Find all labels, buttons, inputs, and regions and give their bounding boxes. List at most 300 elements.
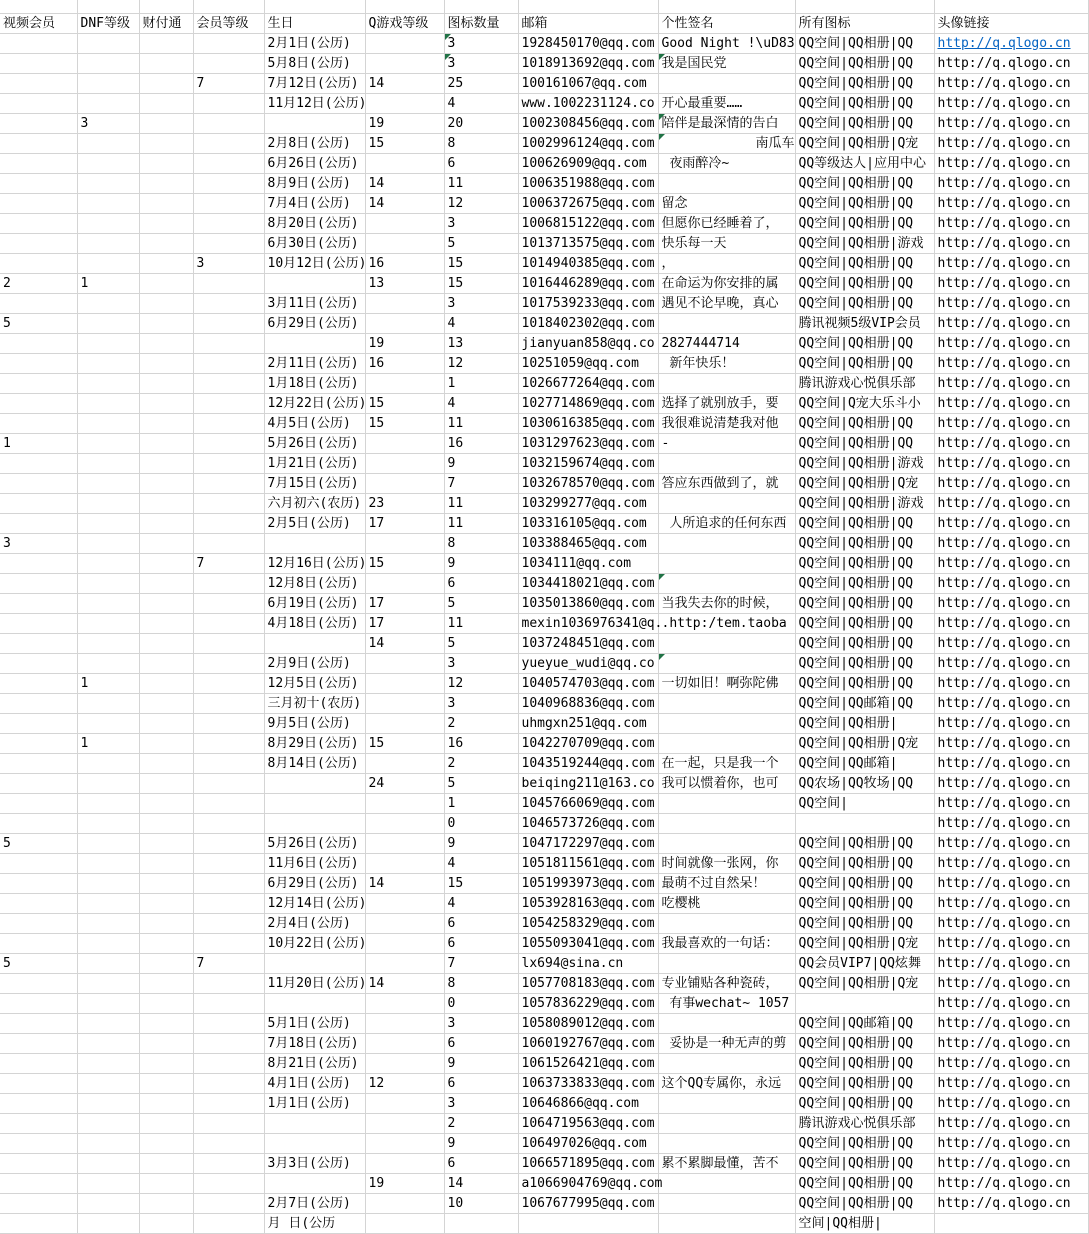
cell-signature[interactable]: 陪伴是最深情的告白 bbox=[658, 113, 795, 133]
cell-birthday[interactable]: 9月5日(公历) bbox=[264, 713, 365, 733]
cell-all_icons[interactable]: QQ空间|QQ相册|Q宠 bbox=[795, 473, 934, 493]
cell-vip_level[interactable]: 3 bbox=[193, 253, 264, 273]
cell-birthday[interactable] bbox=[264, 773, 365, 793]
cell-email[interactable]: www.1002231124.co bbox=[518, 93, 658, 113]
cell-dnf_level[interactable] bbox=[77, 333, 139, 353]
header-vip_level[interactable]: 会员等级 bbox=[193, 13, 264, 33]
cell-video_vip[interactable] bbox=[0, 933, 77, 953]
cell-email[interactable]: 1002996124@qq.com bbox=[518, 133, 658, 153]
cell-vip_level[interactable] bbox=[193, 333, 264, 353]
cell-signature[interactable]: ， bbox=[658, 253, 795, 273]
cell-video_vip[interactable]: 1 bbox=[0, 433, 77, 453]
cell-birthday[interactable]: 6月30日(公历) bbox=[264, 233, 365, 253]
cell-avatar_link[interactable]: http://q.qlogo.cn bbox=[934, 113, 1088, 133]
header-dnf_level[interactable]: DNF等级 bbox=[77, 13, 139, 33]
cell-tenpay[interactable] bbox=[139, 1073, 193, 1093]
cell-vip_level[interactable] bbox=[193, 273, 264, 293]
cell-icon_count[interactable]: 13 bbox=[444, 333, 518, 353]
cell-email[interactable]: 1061526421@qq.com bbox=[518, 1053, 658, 1073]
cell-video_vip[interactable] bbox=[0, 793, 77, 813]
cell-vip_level[interactable] bbox=[193, 233, 264, 253]
cell-birthday[interactable]: 11月12日(公历) bbox=[264, 93, 365, 113]
cell-email[interactable]: 106497026@qq.com bbox=[518, 1133, 658, 1153]
cell-avatar_link[interactable]: http://q.qlogo.cn bbox=[934, 553, 1088, 573]
cell-birthday[interactable] bbox=[264, 993, 365, 1013]
cell-birthday[interactable]: 4月5日(公历) bbox=[264, 413, 365, 433]
cell-email[interactable]: 1042270709@qq.com bbox=[518, 733, 658, 753]
cell-tenpay[interactable] bbox=[139, 1173, 193, 1193]
cell-video_vip[interactable] bbox=[0, 873, 77, 893]
cell-avatar_link[interactable]: http://q.qlogo.cn bbox=[934, 1033, 1088, 1053]
cell-icon_count[interactable]: 6 bbox=[444, 913, 518, 933]
cell-qgame_level[interactable]: 17 bbox=[365, 513, 444, 533]
cell-video_vip[interactable] bbox=[0, 353, 77, 373]
cell-qgame_level[interactable] bbox=[365, 933, 444, 953]
cell-dnf_level[interactable] bbox=[77, 213, 139, 233]
cell-tenpay[interactable] bbox=[139, 273, 193, 293]
cell-qgame_level[interactable]: 19 bbox=[365, 113, 444, 133]
cell-video_vip[interactable] bbox=[0, 1033, 77, 1053]
cell-all_icons[interactable]: QQ空间|QQ相册|QQ bbox=[795, 593, 934, 613]
cell-email[interactable]: 1017539233@qq.com bbox=[518, 293, 658, 313]
cell-vip_level[interactable] bbox=[193, 933, 264, 953]
cell-email[interactable]: 1034111@qq.com bbox=[518, 553, 658, 573]
cell-video_vip[interactable] bbox=[0, 733, 77, 753]
cell-dnf_level[interactable] bbox=[77, 713, 139, 733]
cell-signature[interactable]: 人所追求的任何东西 bbox=[658, 513, 795, 533]
cell-all_icons[interactable]: QQ空间|QQ相册|QQ bbox=[795, 353, 934, 373]
cell-all_icons[interactable]: QQ空间|QQ邮箱| bbox=[795, 753, 934, 773]
cell-avatar_link[interactable]: http://q.qlogo.cn bbox=[934, 393, 1088, 413]
cell-tenpay[interactable] bbox=[139, 813, 193, 833]
cell-avatar_link[interactable]: http://q.qlogo.cn bbox=[934, 673, 1088, 693]
cell-all_icons[interactable]: QQ空间|QQ相册|QQ bbox=[795, 553, 934, 573]
cell-signature[interactable]: 我最喜欢的一句话： bbox=[658, 933, 795, 953]
cell-all_icons[interactable]: QQ空间|QQ相册|QQ bbox=[795, 1133, 934, 1153]
cell-tenpay[interactable] bbox=[139, 1113, 193, 1133]
cell-icon_count[interactable]: 0 bbox=[444, 993, 518, 1013]
cell-dnf_level[interactable]: 1 bbox=[77, 733, 139, 753]
cell-email[interactable]: 1030616385@qq.com bbox=[518, 413, 658, 433]
cell-avatar_link[interactable]: http://q.qlogo.cn bbox=[934, 713, 1088, 733]
cell-birthday[interactable]: 7月12日(公历) bbox=[264, 73, 365, 93]
cell-qgame_level[interactable]: 15 bbox=[365, 413, 444, 433]
cell-dnf_level[interactable] bbox=[77, 513, 139, 533]
cell-avatar_link[interactable]: http://q.qlogo.cn bbox=[934, 1193, 1088, 1213]
cell-qgame_level[interactable] bbox=[365, 1153, 444, 1173]
cell-dnf_level[interactable] bbox=[77, 593, 139, 613]
cell-video_vip[interactable] bbox=[0, 113, 77, 133]
cell-qgame_level[interactable] bbox=[365, 1213, 444, 1233]
cell-tenpay[interactable] bbox=[139, 193, 193, 213]
cell-dnf_level[interactable] bbox=[77, 653, 139, 673]
cell-signature[interactable] bbox=[658, 0, 795, 13]
cell-icon_count[interactable]: 9 bbox=[444, 1053, 518, 1073]
cell-email[interactable]: 1002308456@qq.com bbox=[518, 113, 658, 133]
cell-email[interactable]: 1014940385@qq.com bbox=[518, 253, 658, 273]
cell-birthday[interactable]: 2月1日(公历) bbox=[264, 33, 365, 53]
cell-dnf_level[interactable] bbox=[77, 413, 139, 433]
cell-dnf_level[interactable] bbox=[77, 1213, 139, 1233]
cell-icon_count[interactable]: 2 bbox=[444, 1113, 518, 1133]
cell-qgame_level[interactable]: 14 bbox=[365, 873, 444, 893]
cell-email[interactable]: 1058089012@qq.com bbox=[518, 1013, 658, 1033]
cell-vip_level[interactable] bbox=[193, 973, 264, 993]
cell-dnf_level[interactable] bbox=[77, 1113, 139, 1133]
cell-email[interactable]: 1051993973@qq.com bbox=[518, 873, 658, 893]
cell-dnf_level[interactable] bbox=[77, 1153, 139, 1173]
cell-vip_level[interactable] bbox=[193, 833, 264, 853]
cell-qgame_level[interactable] bbox=[365, 653, 444, 673]
cell-birthday[interactable]: 12月22日(公历) bbox=[264, 393, 365, 413]
cell-video_vip[interactable] bbox=[0, 1113, 77, 1133]
cell-all_icons[interactable]: QQ空间|QQ相册|QQ bbox=[795, 573, 934, 593]
cell-icon_count[interactable]: 3 bbox=[444, 293, 518, 313]
cell-avatar_link[interactable]: http://q.qlogo.cn bbox=[934, 993, 1088, 1013]
cell-email[interactable]: 1928450170@qq.com bbox=[518, 33, 658, 53]
cell-dnf_level[interactable] bbox=[77, 233, 139, 253]
cell-all_icons[interactable]: QQ空间|QQ相册|QQ bbox=[795, 293, 934, 313]
cell-avatar_link[interactable]: http://q.qlogo.cn bbox=[934, 853, 1088, 873]
cell-all_icons[interactable]: QQ空间|QQ相册|QQ bbox=[795, 513, 934, 533]
cell-qgame_level[interactable] bbox=[365, 893, 444, 913]
cell-signature[interactable]: 有事wechat~ 1057 bbox=[658, 993, 795, 1013]
cell-video_vip[interactable] bbox=[0, 1193, 77, 1213]
cell-avatar_link[interactable]: http://q.qlogo.cn bbox=[934, 893, 1088, 913]
cell-email[interactable]: 1013713575@qq.com bbox=[518, 233, 658, 253]
cell-email[interactable]: 1051811561@qq.com bbox=[518, 853, 658, 873]
cell-icon_count[interactable]: 12 bbox=[444, 193, 518, 213]
cell-dnf_level[interactable] bbox=[77, 913, 139, 933]
cell-all_icons[interactable]: QQ空间|QQ相册|QQ bbox=[795, 53, 934, 73]
cell-all_icons[interactable]: QQ空间|Q宠大乐斗小 bbox=[795, 393, 934, 413]
cell-vip_level[interactable] bbox=[193, 373, 264, 393]
header-tenpay[interactable]: 财付通 bbox=[139, 13, 193, 33]
cell-dnf_level[interactable] bbox=[77, 813, 139, 833]
cell-email[interactable]: 1032159674@qq.com bbox=[518, 453, 658, 473]
cell-all_icons[interactable]: QQ会员VIP7|QQ炫舞 bbox=[795, 953, 934, 973]
cell-all_icons[interactable]: QQ空间|QQ相册|QQ bbox=[795, 1093, 934, 1113]
cell-birthday[interactable]: 4月18日(公历) bbox=[264, 613, 365, 633]
cell-qgame_level[interactable] bbox=[365, 1113, 444, 1133]
header-qgame_level[interactable]: Q游戏等级 bbox=[365, 13, 444, 33]
cell-video_vip[interactable] bbox=[0, 493, 77, 513]
cell-dnf_level[interactable] bbox=[77, 693, 139, 713]
cell-dnf_level[interactable] bbox=[77, 1053, 139, 1073]
cell-signature[interactable] bbox=[658, 713, 795, 733]
cell-dnf_level[interactable] bbox=[77, 753, 139, 773]
cell-avatar_link[interactable]: http://q.qlogo.cn bbox=[934, 613, 1088, 633]
cell-dnf_level[interactable] bbox=[77, 893, 139, 913]
cell-icon_count[interactable]: 6 bbox=[444, 933, 518, 953]
cell-icon_count[interactable]: 5 bbox=[444, 233, 518, 253]
cell-qgame_level[interactable] bbox=[365, 0, 444, 13]
cell-video_vip[interactable] bbox=[0, 553, 77, 573]
cell-avatar_link[interactable]: http://q.qlogo.cn bbox=[934, 473, 1088, 493]
cell-tenpay[interactable] bbox=[139, 953, 193, 973]
cell-icon_count[interactable]: 8 bbox=[444, 973, 518, 993]
cell-all_icons[interactable]: QQ空间|QQ相册|Q宠 bbox=[795, 973, 934, 993]
cell-dnf_level[interactable] bbox=[77, 793, 139, 813]
cell-tenpay[interactable] bbox=[139, 1213, 193, 1233]
cell-all_icons[interactable]: QQ空间|QQ相册|QQ bbox=[795, 893, 934, 913]
cell-dnf_level[interactable] bbox=[77, 573, 139, 593]
cell-email[interactable] bbox=[518, 1213, 658, 1233]
cell-tenpay[interactable] bbox=[139, 893, 193, 913]
cell-birthday[interactable]: 2月8日(公历) bbox=[264, 133, 365, 153]
header-birthday[interactable]: 生日 bbox=[264, 13, 365, 33]
cell-icon_count[interactable]: 3 bbox=[444, 213, 518, 233]
cell-signature[interactable] bbox=[658, 953, 795, 973]
cell-icon_count[interactable]: 9 bbox=[444, 833, 518, 853]
cell-dnf_level[interactable] bbox=[77, 873, 139, 893]
cell-birthday[interactable]: 三月初十(农历) bbox=[264, 693, 365, 713]
cell-signature[interactable] bbox=[658, 553, 795, 573]
cell-birthday[interactable]: 11月20日(公历) bbox=[264, 973, 365, 993]
cell-email[interactable]: 1066571895@qq.com bbox=[518, 1153, 658, 1173]
cell-all_icons[interactable]: QQ空间|QQ相册|QQ bbox=[795, 653, 934, 673]
cell-qgame_level[interactable]: 17 bbox=[365, 613, 444, 633]
cell-signature[interactable] bbox=[658, 793, 795, 813]
cell-all_icons[interactable]: QQ空间|QQ相册|QQ bbox=[795, 1173, 934, 1193]
cell-dnf_level[interactable] bbox=[77, 0, 139, 13]
cell-email[interactable]: 1053928163@qq.com bbox=[518, 893, 658, 913]
cell-icon_count[interactable]: 12 bbox=[444, 673, 518, 693]
cell-signature[interactable] bbox=[658, 1113, 795, 1133]
cell-signature[interactable]: 答应东西做到了，就 bbox=[658, 473, 795, 493]
cell-vip_level[interactable] bbox=[193, 533, 264, 553]
cell-video_vip[interactable] bbox=[0, 153, 77, 173]
cell-all_icons[interactable]: QQ空间|QQ相册|QQ bbox=[795, 193, 934, 213]
cell-email[interactable]: 1034418021@qq.com bbox=[518, 573, 658, 593]
cell-avatar_link[interactable]: http://q.qlogo.cn bbox=[934, 493, 1088, 513]
cell-qgame_level[interactable]: 14 bbox=[365, 193, 444, 213]
cell-signature[interactable] bbox=[658, 1053, 795, 1073]
cell-birthday[interactable]: 1月1日(公历) bbox=[264, 1093, 365, 1113]
cell-icon_count[interactable]: 11 bbox=[444, 613, 518, 633]
cell-signature[interactable]: 但愿你已经睡着了， bbox=[658, 213, 795, 233]
cell-tenpay[interactable] bbox=[139, 633, 193, 653]
cell-signature[interactable] bbox=[658, 1133, 795, 1153]
cell-vip_level[interactable] bbox=[193, 53, 264, 73]
cell-avatar_link[interactable]: http://q.qlogo.cn bbox=[934, 633, 1088, 653]
cell-vip_level[interactable] bbox=[193, 473, 264, 493]
cell-tenpay[interactable] bbox=[139, 153, 193, 173]
cell-video_vip[interactable] bbox=[0, 673, 77, 693]
cell-birthday[interactable]: 7月18日(公历) bbox=[264, 1033, 365, 1053]
cell-email[interactable]: 1006815122@qq.com bbox=[518, 213, 658, 233]
cell-all_icons[interactable]: QQ空间|QQ相册|Q宠 bbox=[795, 733, 934, 753]
cell-tenpay[interactable] bbox=[139, 613, 193, 633]
cell-icon_count[interactable]: 9 bbox=[444, 453, 518, 473]
cell-dnf_level[interactable] bbox=[77, 1093, 139, 1113]
cell-vip_level[interactable] bbox=[193, 913, 264, 933]
cell-qgame_level[interactable]: 14 bbox=[365, 73, 444, 93]
cell-all_icons[interactable]: QQ空间|QQ相册|QQ bbox=[795, 833, 934, 853]
cell-dnf_level[interactable] bbox=[77, 1013, 139, 1033]
cell-qgame_level[interactable]: 13 bbox=[365, 273, 444, 293]
cell-video_vip[interactable] bbox=[0, 453, 77, 473]
cell-signature[interactable] bbox=[658, 733, 795, 753]
cell-avatar_link[interactable]: http://q.qlogo.cn bbox=[934, 593, 1088, 613]
cell-qgame_level[interactable]: 16 bbox=[365, 253, 444, 273]
cell-vip_level[interactable] bbox=[193, 1173, 264, 1193]
cell-birthday[interactable]: 2月9日(公历) bbox=[264, 653, 365, 673]
cell-dnf_level[interactable] bbox=[77, 313, 139, 333]
cell-qgame_level[interactable]: 19 bbox=[365, 1173, 444, 1193]
cell-tenpay[interactable] bbox=[139, 673, 193, 693]
cell-tenpay[interactable] bbox=[139, 73, 193, 93]
cell-video_vip[interactable] bbox=[0, 973, 77, 993]
cell-all_icons[interactable]: QQ空间|QQ相册|QQ bbox=[795, 913, 934, 933]
cell-tenpay[interactable] bbox=[139, 93, 193, 113]
cell-dnf_level[interactable] bbox=[77, 553, 139, 573]
cell-signature[interactable] bbox=[658, 833, 795, 853]
cell-all_icons[interactable]: QQ空间|QQ相册|QQ bbox=[795, 1033, 934, 1053]
cell-avatar_link[interactable] bbox=[934, 33, 1088, 53]
cell-email[interactable]: a1066904769@qq.com bbox=[518, 1173, 658, 1193]
cell-vip_level[interactable] bbox=[193, 1093, 264, 1113]
cell-video_vip[interactable] bbox=[0, 1153, 77, 1173]
cell-vip_level[interactable] bbox=[193, 353, 264, 373]
cell-avatar_link[interactable]: http://q.qlogo.cn bbox=[934, 833, 1088, 853]
cell-email[interactable]: 1031297623@qq.com bbox=[518, 433, 658, 453]
cell-dnf_level[interactable]: 3 bbox=[77, 113, 139, 133]
cell-qgame_level[interactable] bbox=[365, 1093, 444, 1113]
cell-tenpay[interactable] bbox=[139, 753, 193, 773]
cell-all_icons[interactable]: QQ空间|QQ相册|QQ bbox=[795, 1073, 934, 1093]
cell-qgame_level[interactable]: 15 bbox=[365, 733, 444, 753]
cell-all_icons[interactable]: QQ空间|QQ相册|游戏 bbox=[795, 233, 934, 253]
cell-avatar_link[interactable]: http://q.qlogo.cn bbox=[934, 1053, 1088, 1073]
cell-icon_count[interactable]: 9 bbox=[444, 1133, 518, 1153]
cell-icon_count[interactable]: 8 bbox=[444, 533, 518, 553]
cell-email[interactable]: 1063733833@qq.com bbox=[518, 1073, 658, 1093]
header-email[interactable]: 邮箱 bbox=[518, 13, 658, 33]
cell-signature[interactable] bbox=[658, 633, 795, 653]
cell-video_vip[interactable] bbox=[0, 293, 77, 313]
cell-tenpay[interactable] bbox=[139, 293, 193, 313]
cell-vip_level[interactable] bbox=[193, 393, 264, 413]
cell-birthday[interactable]: 12月8日(公历) bbox=[264, 573, 365, 593]
cell-dnf_level[interactable] bbox=[77, 1033, 139, 1053]
cell-dnf_level[interactable] bbox=[77, 53, 139, 73]
cell-dnf_level[interactable] bbox=[77, 73, 139, 93]
cell-signature[interactable]: 在命运为你安排的属 bbox=[658, 273, 795, 293]
cell-video_vip[interactable] bbox=[0, 253, 77, 273]
cell-all_icons[interactable]: QQ空间|QQ相册|QQ bbox=[795, 1153, 934, 1173]
cell-vip_level[interactable] bbox=[193, 653, 264, 673]
cell-icon_count[interactable]: 6 bbox=[444, 1033, 518, 1053]
cell-signature[interactable]: 一切如旧！啊弥陀佛 bbox=[658, 673, 795, 693]
cell-icon_count[interactable]: 4 bbox=[444, 93, 518, 113]
cell-tenpay[interactable] bbox=[139, 1153, 193, 1173]
cell-qgame_level[interactable]: 15 bbox=[365, 553, 444, 573]
cell-video_vip[interactable] bbox=[0, 813, 77, 833]
cell-tenpay[interactable] bbox=[139, 653, 193, 673]
cell-tenpay[interactable] bbox=[139, 693, 193, 713]
cell-vip_level[interactable] bbox=[193, 893, 264, 913]
cell-birthday[interactable] bbox=[264, 1113, 365, 1133]
cell-vip_level[interactable] bbox=[193, 513, 264, 533]
cell-icon_count[interactable]: 10 bbox=[444, 1193, 518, 1213]
cell-icon_count[interactable]: 16 bbox=[444, 433, 518, 453]
cell-icon_count[interactable]: 14 bbox=[444, 1173, 518, 1193]
cell-icon_count[interactable]: 11 bbox=[444, 493, 518, 513]
cell-vip_level[interactable] bbox=[193, 1053, 264, 1073]
cell-birthday[interactable]: 8月21日(公历) bbox=[264, 1053, 365, 1073]
cell-tenpay[interactable] bbox=[139, 353, 193, 373]
cell-birthday[interactable] bbox=[264, 533, 365, 553]
cell-birthday[interactable]: 1月18日(公历) bbox=[264, 373, 365, 393]
cell-all_icons[interactable]: QQ空间|QQ相册|Q宠 bbox=[795, 933, 934, 953]
cell-icon_count[interactable]: 15 bbox=[444, 273, 518, 293]
cell-signature[interactable]: 留念 bbox=[658, 193, 795, 213]
cell-avatar_link[interactable]: http://q.qlogo.cn bbox=[934, 533, 1088, 553]
cell-qgame_level[interactable] bbox=[365, 233, 444, 253]
cell-all_icons[interactable]: QQ空间|QQ相册|QQ bbox=[795, 113, 934, 133]
cell-video_vip[interactable] bbox=[0, 1053, 77, 1073]
cell-dnf_level[interactable] bbox=[77, 133, 139, 153]
cell-birthday[interactable]: 2月7日(公历) bbox=[264, 1193, 365, 1213]
cell-dnf_level[interactable] bbox=[77, 373, 139, 393]
cell-birthday[interactable]: 5月26日(公历) bbox=[264, 833, 365, 853]
cell-birthday[interactable]: 2月11日(公历) bbox=[264, 353, 365, 373]
cell-birthday[interactable] bbox=[264, 633, 365, 653]
cell-birthday[interactable]: 10月12日(公历) bbox=[264, 253, 365, 273]
cell-video_vip[interactable] bbox=[0, 193, 77, 213]
cell-email[interactable]: 1027714869@qq.com bbox=[518, 393, 658, 413]
cell-signature[interactable]: 新年快乐！ bbox=[658, 353, 795, 373]
cell-avatar_link[interactable]: http://q.qlogo.cn bbox=[934, 353, 1088, 373]
cell-all_icons[interactable]: QQ空间|QQ相册|QQ bbox=[795, 433, 934, 453]
cell-all_icons[interactable]: 腾讯游戏心悦俱乐部 bbox=[795, 373, 934, 393]
cell-icon_count[interactable]: 4 bbox=[444, 393, 518, 413]
cell-icon_count[interactable]: 3 bbox=[444, 1093, 518, 1113]
cell-birthday[interactable]: 11月6日(公历) bbox=[264, 853, 365, 873]
cell-video_vip[interactable] bbox=[0, 1073, 77, 1093]
cell-signature[interactable] bbox=[658, 813, 795, 833]
cell-dnf_level[interactable] bbox=[77, 633, 139, 653]
cell-birthday[interactable]: 6月19日(公历) bbox=[264, 593, 365, 613]
cell-email[interactable]: 1040574703@qq.com bbox=[518, 673, 658, 693]
cell-qgame_level[interactable] bbox=[365, 1133, 444, 1153]
cell-tenpay[interactable] bbox=[139, 833, 193, 853]
cell-email[interactable]: jianyuan858@qq.co bbox=[518, 333, 658, 353]
cell-email[interactable]: 1040968836@qq.com bbox=[518, 693, 658, 713]
cell-icon_count[interactable]: 6 bbox=[444, 573, 518, 593]
cell-vip_level[interactable] bbox=[193, 593, 264, 613]
cell-email[interactable]: 1026677264@qq.com bbox=[518, 373, 658, 393]
cell-all_icons[interactable]: QQ空间|QQ相册|Q宠 bbox=[795, 133, 934, 153]
cell-avatar_link[interactable]: http://q.qlogo.cn bbox=[934, 453, 1088, 473]
cell-video_vip[interactable] bbox=[0, 853, 77, 873]
cell-vip_level[interactable] bbox=[193, 693, 264, 713]
cell-signature[interactable] bbox=[658, 693, 795, 713]
cell-email[interactable]: 1045766069@qq.com bbox=[518, 793, 658, 813]
cell-signature[interactable]: 时间就像一张网，你 bbox=[658, 853, 795, 873]
cell-qgame_level[interactable]: 14 bbox=[365, 633, 444, 653]
cell-dnf_level[interactable] bbox=[77, 773, 139, 793]
cell-email[interactable]: 100161067@qq.com bbox=[518, 73, 658, 93]
cell-dnf_level[interactable] bbox=[77, 533, 139, 553]
cell-email[interactable]: 10646866@qq.com bbox=[518, 1093, 658, 1113]
cell-vip_level[interactable] bbox=[193, 1133, 264, 1153]
cell-dnf_level[interactable] bbox=[77, 253, 139, 273]
cell-avatar_link[interactable]: http://q.qlogo.cn bbox=[934, 1113, 1088, 1133]
cell-qgame_level[interactable] bbox=[365, 93, 444, 113]
cell-icon_count[interactable]: 11 bbox=[444, 513, 518, 533]
